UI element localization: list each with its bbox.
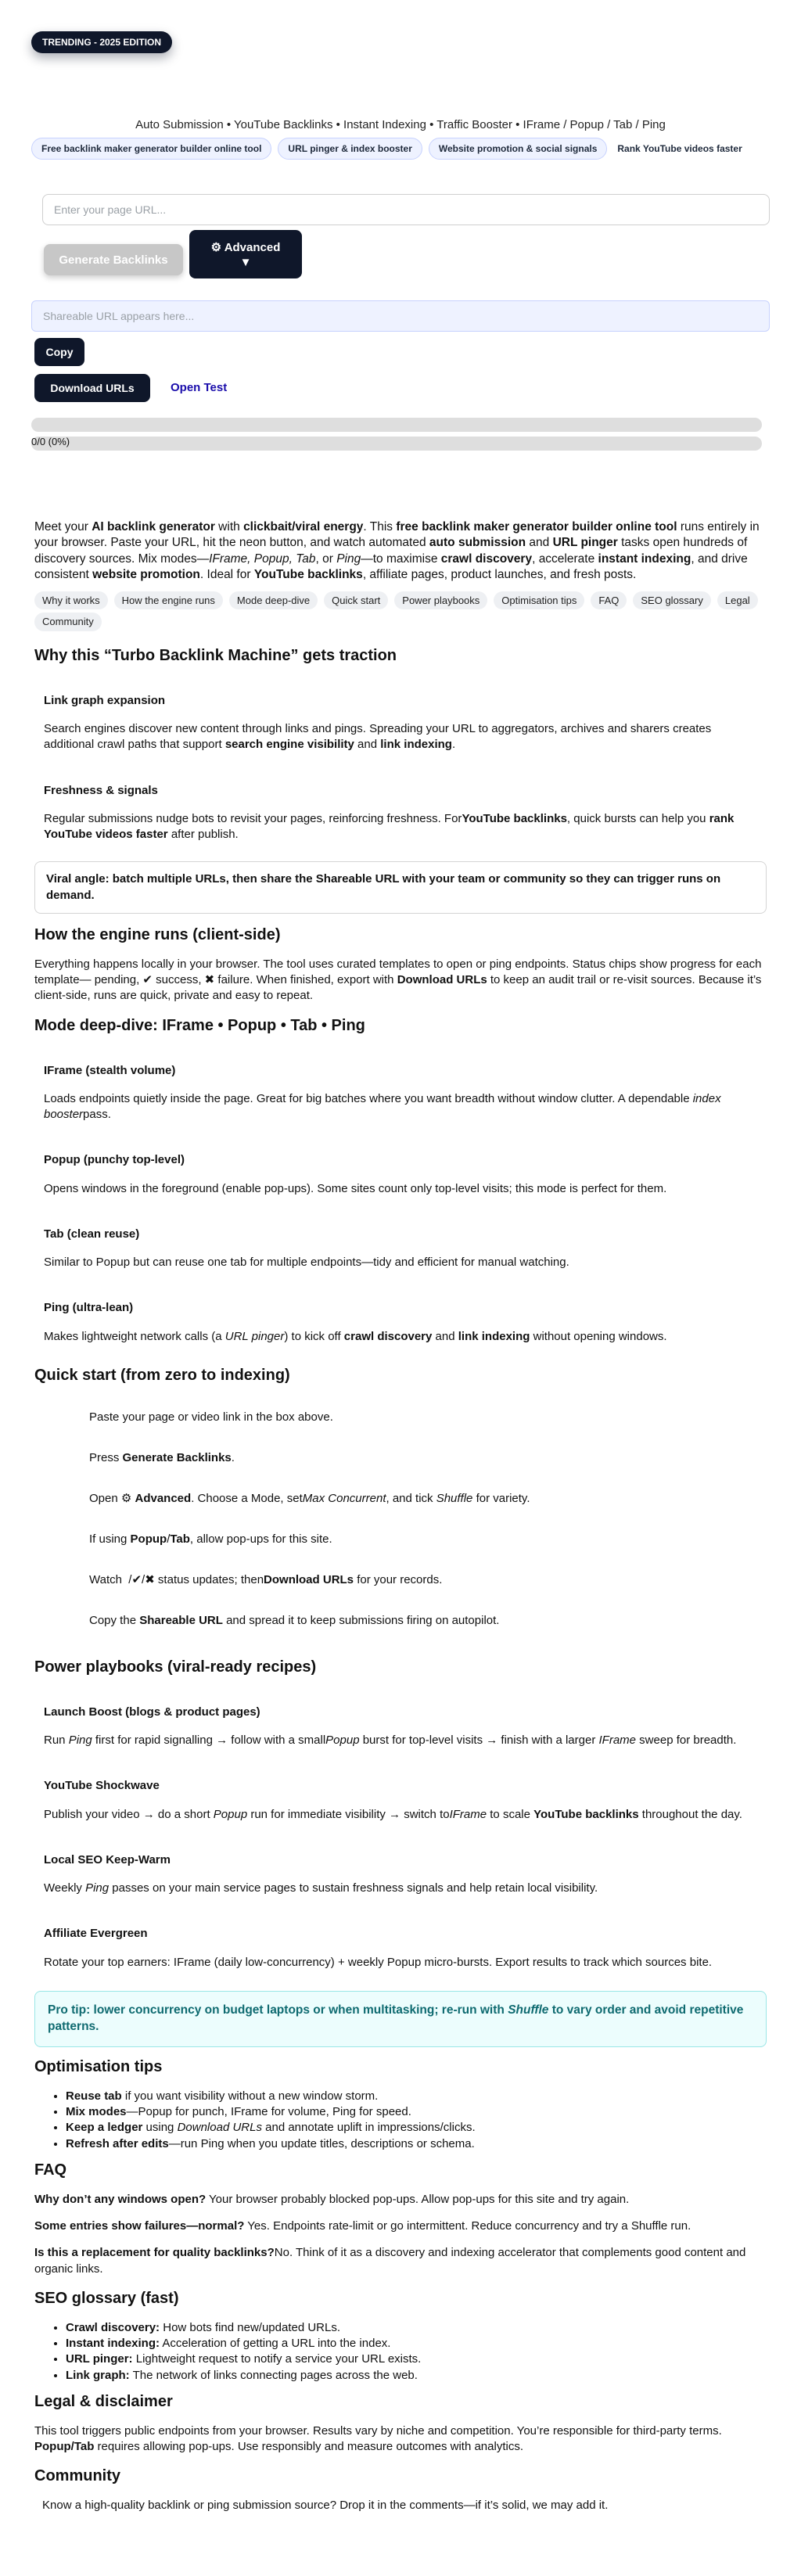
card-popup-mode (34, 1137, 767, 1211)
keyword-pill: Website promotion & social signals (429, 138, 607, 160)
toc-link-modes[interactable]: Mode deep-dive (229, 591, 318, 610)
card-iframe-mode (34, 1047, 767, 1137)
table-of-contents (34, 591, 767, 631)
section-title-playbooks: Power playbooks (viral-ready recipes) (34, 1658, 317, 1676)
card-text: Publish your video → do a short Popup run for immediate visibility → switch toIFrame to scale YouTube backlinks throughout the day. (44, 1807, 742, 1821)
viral-callout: Viral angle: batch multiple URLs, then share the Shareable URL with your team or community so they can trigger runs on demand. (34, 861, 767, 914)
url-input[interactable] (42, 194, 770, 225)
toc-link-why-it-works[interactable]: Why it works (34, 591, 108, 610)
card-title: Ping (ultra-lean) (44, 1301, 134, 1315)
progress-bar-secondary (31, 437, 762, 451)
card-link-graph (34, 677, 767, 767)
list-item: • Keep a ledger using Download URLs and annotate uplift in impressions/clicks. (66, 2120, 767, 2136)
card-text: Rotate your top earners: IFrame (daily low-concurrency) + weekly Popup micro-bursts. Export results to track which sources bite. (44, 1955, 713, 1969)
step-item: Copy the Shareable URL and spread it to keep submissions firing on autopilot. (89, 1613, 500, 1627)
faq-item: Some entries show failures—normal? Yes. Endpoints rate-limit or go intermittent. Reduce concurrency and try a Shuffle run. (34, 2219, 691, 2233)
progress-bar (31, 418, 762, 432)
card-title: YouTube Shockwave (44, 1779, 160, 1793)
hero-subtitle: Auto Submission • YouTube Backlinks • Instant Indexing • Traffic Booster • IFrame / Popup / Tab / Ping (135, 118, 666, 131)
legal-paragraph: This tool triggers public endpoints from your browser. Results vary by niche and competition. You’re responsible for third-party terms. Popup/Tab requires allowing pop-ups. Use responsibly and measure outcomes with analytics. (34, 2423, 722, 2453)
quick-start-steps (34, 1397, 767, 1641)
list-item: • Refresh after edits—run Ping when you update titles, descriptions or schema. (66, 2136, 767, 2152)
list-item: • Link graph: The network of links connecting pages across the web. (66, 2368, 767, 2384)
card-text: Weekly Ping passes on your main service pages to sustain freshness signals and help retain local visibility. (44, 1881, 598, 1895)
card-tab-mode (34, 1211, 767, 1285)
card-youtube-shockwave (34, 1762, 767, 1837)
card-text: Run Ping first for rapid signalling → follow with a smallPopup burst for top-level visits → finish with a larger IFrame sweep for breadth. (44, 1734, 737, 1748)
section-title-why: Why this “Turbo Backlink Machine” gets traction (34, 646, 397, 664)
card-text: Regular submissions nudge bots to revisit your pages, reinforcing freshness. ForYouTube backlinks, quick bursts can help you rank YouTube videos faster after publish. (44, 811, 735, 842)
step-item: Open ⚙ Advanced. Choose a Mode, setMax Concurrent, and tick Shuffle for variety. (89, 1491, 530, 1505)
toc-link-community[interactable]: Community (34, 613, 102, 631)
copy-button[interactable]: Copy (34, 338, 84, 366)
step-item: Paste your page or video link in the box above. (89, 1410, 333, 1424)
card-text: Loads endpoints quietly inside the page. Great for big batches where you want breadth without window clutter. A dependable index boosterpass. (44, 1091, 721, 1122)
section-title-legal: Legal & disclaimer (34, 2392, 173, 2410)
toc-link-legal[interactable]: Legal (717, 591, 758, 610)
card-freshness (34, 767, 767, 857)
community-paragraph: Know a high-quality backlink or ping submission source? Drop it in the comments—if it’s solid, we may add it. (42, 2499, 609, 2513)
card-launch-boost (34, 1689, 767, 1763)
section-title-tips: Optimisation tips (34, 2057, 163, 2075)
card-affiliate-evergreen (34, 1910, 767, 1985)
progress-text: 0/0 (0%) (31, 436, 70, 447)
trending-badge: TRENDING - 2025 EDITION (31, 31, 172, 53)
card-title: Popup (punchy top-level) (44, 1153, 185, 1167)
step-item: Press Generate Backlinks. (89, 1450, 235, 1464)
open-test-link[interactable]: Open Test (171, 381, 228, 394)
card-title: IFrame (stealth volume) (44, 1063, 176, 1077)
card-title: Link graph expansion (44, 693, 166, 707)
list-item: • Instant indexing: Acceleration of getting a URL into the index. (66, 2336, 767, 2351)
card-ping-mode (34, 1284, 767, 1359)
card-title: Tab (clean reuse) (44, 1227, 140, 1241)
toc-link-playbooks[interactable]: Power playbooks (394, 591, 487, 610)
faq-list (34, 2192, 767, 2277)
step-item: If using Popup/Tab, allow pop-ups for this site. (89, 1532, 332, 1546)
card-text: Opens windows in the foreground (enable pop-ups). Some sites count only top-level visits; this mode is perfect for them. (44, 1181, 667, 1195)
advanced-button[interactable] (189, 230, 302, 278)
list-item: • Crawl discovery: How bots find new/updated URLs. (66, 2320, 767, 2336)
section-title-faq: FAQ (34, 2161, 67, 2179)
keyword-pill: Free backlink maker generator builder online tool (31, 138, 271, 160)
keyword-pill: Rank YouTube videos faster (617, 143, 742, 154)
list-item: • URL pinger: Lightweight request to notify a service your URL exists. (66, 2351, 767, 2367)
section-title-community: Community (34, 2467, 120, 2485)
list-item: • Mix modes—Popup for punch, IFrame for volume, Ping for speed. (66, 2104, 767, 2120)
section-title-modes: Mode deep-dive: IFrame • Popup • Tab • Ping (34, 1016, 365, 1034)
chevron-down-icon: ▼ (239, 255, 252, 269)
engine-paragraph: Everything happens locally in your browser. The tool uses curated templates to open or ping endpoints. Status chips show progress for each template— pending, ✔ success, ✖ failure. When finished, export with Download URLs to keep an audit trail or re-visit sources. Because it’s client-side, runs are quick, private and easy to repeat. (34, 957, 762, 1003)
faq-item: Why don’t any windows open? Your browser probably blocked pop-ups. Allow pop-ups for this site and try again. (34, 2192, 630, 2206)
toc-link-faq[interactable]: FAQ (591, 591, 627, 610)
tips-list (34, 2089, 767, 2152)
card-text: Search engines discover new content through links and pings. Spreading your URL to aggregators, archives and sharers creates additional crawl paths that support search engine visibility and link indexing. (44, 722, 712, 752)
card-text: Similar to Popup but can reuse one tab for multiple endpoints—tidy and efficient for manual watching. (44, 1256, 569, 1270)
section-title-quick-start: Quick start (from zero to indexing) (34, 1366, 290, 1384)
faq-item: Is this a replacement for quality backlinks?No. Think of it as a discovery and indexing accelerator that complements good content and organic links. (34, 2246, 746, 2276)
shareable-url-field[interactable] (31, 300, 770, 332)
intro-paragraph: Meet your AI backlink generator with clickbait/viral energy. This free backlink maker generator builder online tool runs entirely in your browser. Paste your URL, hit the neon button, and watch automated auto submission and URL pinger tasks open hundreds of discovery sources. Mix modes—IFrame, Popup, Tab, or Ping—to maximise crawl discovery, accelerate instant indexing, and drive consistent website promotion. Ideal for YouTube backlinks, affiliate pages, product launches, and fresh posts. (34, 520, 760, 582)
keyword-pill-row (31, 138, 770, 160)
toc-link-quick-start[interactable]: Quick start (324, 591, 388, 610)
toc-link-glossary[interactable]: SEO glossary (633, 591, 710, 610)
keyword-pill: URL pinger & index booster (278, 138, 422, 160)
generate-backlinks-button[interactable]: Generate Backlinks (44, 244, 183, 275)
section-title-glossary: SEO glossary (fast) (34, 2289, 179, 2307)
card-title: Affiliate Evergreen (44, 1927, 148, 1941)
card-title: Launch Boost (blogs & product pages) (44, 1705, 260, 1719)
advanced-label-line (211, 240, 281, 254)
toc-link-tips[interactable]: Optimisation tips (494, 591, 584, 610)
gear-icon: ⚙ (210, 240, 222, 254)
list-item: • Reuse tab if you want visibility without a new window storm. (66, 2089, 767, 2104)
section-title-engine: How the engine runs (client-side) (34, 925, 281, 943)
card-title: Freshness & signals (44, 783, 158, 797)
toc-link-engine[interactable]: How the engine runs (114, 591, 223, 610)
step-item: Watch /✔/✖ status updates; thenDownload URLs for your records. (89, 1572, 443, 1586)
card-text: Makes lightweight network calls (a URL pinger) to kick off crawl discovery and link indexing without opening windows. (44, 1329, 667, 1343)
article (34, 519, 767, 2525)
advanced-label: Advanced (224, 240, 281, 254)
card-local-seo (34, 1837, 767, 1911)
pro-tip-callout: Pro tip: lower concurrency on budget laptops or when multitasking; re-run with Shuffle to vary order and avoid repetitive patterns. (34, 1991, 767, 2047)
glossary-list (34, 2320, 767, 2384)
card-title: Local SEO Keep-Warm (44, 1852, 171, 1866)
download-urls-button[interactable]: Download URLs (34, 374, 150, 402)
